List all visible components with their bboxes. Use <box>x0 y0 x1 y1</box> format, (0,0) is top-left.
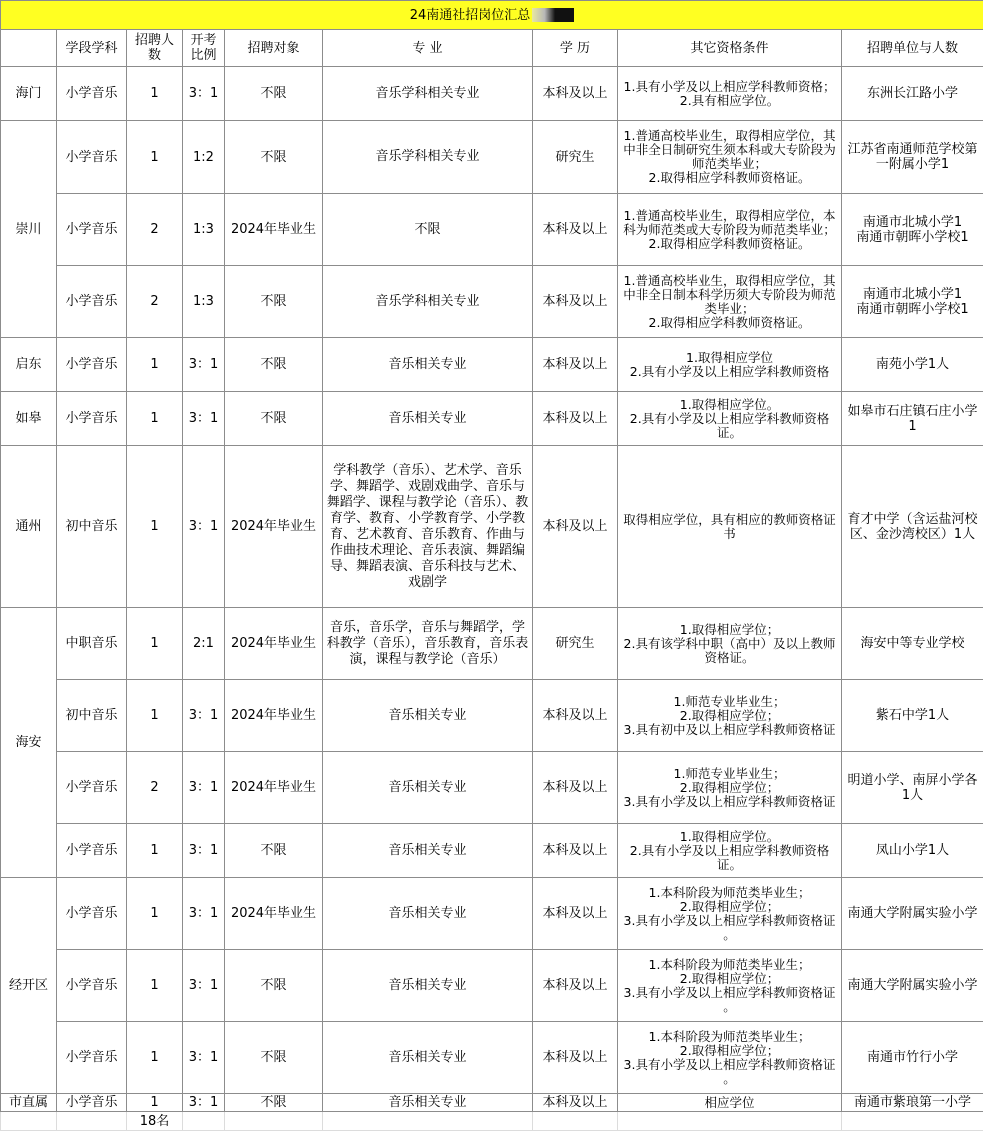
cell-major[interactable]: 音乐学科相关专业 <box>323 67 533 121</box>
cell-unit[interactable]: 南通市竹行小学 <box>842 1022 983 1094</box>
cell-unit[interactable]: 紫石中学1人 <box>842 680 983 752</box>
cell-unit[interactable]: 南通市北城小学1 南通市朝晖小学校1 <box>842 266 983 338</box>
cell-conditions[interactable]: 取得相应学位，具有相应的教师资格证书 <box>618 446 842 608</box>
table-row <box>1 338 983 392</box>
cell-ratio[interactable]: 3：1 <box>183 338 225 392</box>
cell-count[interactable]: 1 <box>127 680 183 752</box>
cell-count[interactable]: 1 <box>127 121 183 194</box>
cell-conditions[interactable]: 1.取得相应学位； 2.具有该学科中职（高中）及以上教师资格证。 <box>618 608 842 680</box>
cell-district[interactable]: 海门 <box>1 67 57 121</box>
table-row <box>1 392 983 446</box>
cell-major[interactable]: 音乐相关专业 <box>323 338 533 392</box>
table-row <box>1 67 983 121</box>
cell-count[interactable]: 1 <box>127 1022 183 1094</box>
cell-district[interactable]: 经开区 <box>1 878 57 1094</box>
empty-cell[interactable] <box>533 1112 618 1131</box>
cell-target[interactable]: 2024年毕业生 <box>225 680 323 752</box>
cell-count[interactable]: 2 <box>127 752 183 824</box>
cell-count[interactable]: 1 <box>127 392 183 446</box>
cell-conditions[interactable]: 1.取得相应学位。 2.具有小学及以上相应学科教师资格证。 <box>618 824 842 878</box>
cell-major[interactable]: 音乐学科相关专业 <box>323 121 533 194</box>
table-row <box>1 266 983 338</box>
cell-count[interactable]: 1 <box>127 1094 183 1112</box>
cell-unit[interactable]: 江苏省南通师范学校第一附属小学1 <box>842 121 983 194</box>
cell-ratio[interactable]: 3：1 <box>183 824 225 878</box>
cell-count[interactable]: 1 <box>127 67 183 121</box>
cell-target[interactable]: 不限 <box>225 950 323 1022</box>
table-row <box>1 1022 983 1094</box>
cell-conditions[interactable]: 相应学位 <box>618 1094 842 1112</box>
cell-district[interactable]: 通州 <box>1 446 57 608</box>
table-row <box>1 446 983 608</box>
cell-count[interactable]: 2 <box>127 266 183 338</box>
empty-cell[interactable] <box>842 1112 983 1131</box>
cell-major[interactable]: 音乐相关专业 <box>323 1022 533 1094</box>
cell-edu[interactable]: 本科及以上 <box>533 680 618 752</box>
cell-subject[interactable]: 小学音乐 <box>57 752 127 824</box>
cell-conditions[interactable]: 1.师范专业毕业生； 2.取得相应学位； 3.具有小学及以上相应学科教师资格证 <box>618 752 842 824</box>
cell-subject[interactable]: 小学音乐 <box>57 1022 127 1094</box>
cell-edu[interactable]: 本科及以上 <box>533 950 618 1022</box>
cell-major[interactable]: 音乐相关专业 <box>323 950 533 1022</box>
cell-ratio[interactable]: 3：1 <box>183 67 225 121</box>
cell-unit[interactable]: 南苑小学1人 <box>842 338 983 392</box>
empty-cell[interactable] <box>57 1112 127 1131</box>
cell-major[interactable]: 音乐相关专业 <box>323 680 533 752</box>
cell-unit[interactable]: 南通市北城小学1 南通市朝晖小学校1 <box>842 194 983 266</box>
cell-count[interactable]: 2 <box>127 194 183 266</box>
cell-conditions[interactable]: 1.普通高校毕业生，取得相应学位，本科为师范类或大专阶段为师范类毕业； 2.取得相应学科教师资格证。 <box>618 194 842 266</box>
cell-target[interactable]: 2024年毕业生 <box>225 446 323 608</box>
cell-count[interactable]: 1 <box>127 446 183 608</box>
cell-ratio[interactable]: 3：1 <box>183 680 225 752</box>
cell-ratio[interactable]: 3：1 <box>183 392 225 446</box>
empty-cell[interactable] <box>1 1112 57 1131</box>
header-unit[interactable]: 招聘单位与人数 <box>842 30 983 67</box>
cell-major[interactable]: 音乐相关专业 <box>323 752 533 824</box>
header-district[interactable] <box>1 30 57 67</box>
cell-ratio[interactable]: 3：1 <box>183 1022 225 1094</box>
cell-conditions[interactable]: 1.师范专业毕业生； 2.取得相应学位； 3.具有初中及以上相应学科教师资格证 <box>618 680 842 752</box>
cell-edu[interactable]: 研究生 <box>533 608 618 680</box>
cell-unit[interactable]: 育才中学（含运盐河校区、金沙湾校区）1人 <box>842 446 983 608</box>
cell-edu[interactable]: 本科及以上 <box>533 67 618 121</box>
cell-count[interactable]: 1 <box>127 824 183 878</box>
cell-ratio[interactable]: 1:2 <box>183 121 225 194</box>
cell-target[interactable]: 2024年毕业生 <box>225 194 323 266</box>
redacted-mark <box>532 8 574 22</box>
cell-target[interactable]: 不限 <box>225 392 323 446</box>
cell-conditions[interactable]: 1.取得相应学位 2.具有小学及以上相应学科教师资格 <box>618 338 842 392</box>
cell-target[interactable]: 不限 <box>225 824 323 878</box>
cell-subject[interactable]: 小学音乐 <box>57 392 127 446</box>
cell-count[interactable]: 1 <box>127 950 183 1022</box>
cell-subject[interactable]: 小学音乐 <box>57 266 127 338</box>
empty-cell[interactable] <box>323 1112 533 1131</box>
cell-target[interactable]: 不限 <box>225 1094 323 1112</box>
empty-cell[interactable] <box>225 1112 323 1131</box>
cell-target[interactable]: 2024年毕业生 <box>225 752 323 824</box>
cell-edu[interactable]: 本科及以上 <box>533 1022 618 1094</box>
cell-subject[interactable]: 小学音乐 <box>57 950 127 1022</box>
cell-conditions[interactable]: 1.取得相应学位。 2.具有小学及以上相应学科教师资格证。 <box>618 392 842 446</box>
cell-subject[interactable]: 小学音乐 <box>57 1094 127 1112</box>
cell-unit[interactable]: 南通大学附属实验小学 <box>842 950 983 1022</box>
table-row <box>1 194 983 266</box>
cell-major[interactable]: 音乐相关专业 <box>323 1094 533 1112</box>
header-target[interactable]: 招聘对象 <box>225 30 323 67</box>
cell-unit[interactable]: 如皋市石庄镇石庄小学1 <box>842 392 983 446</box>
cell-target[interactable]: 不限 <box>225 121 323 194</box>
cell-ratio[interactable]: 3：1 <box>183 446 225 608</box>
empty-cell[interactable] <box>618 1112 842 1131</box>
cell-ratio[interactable]: 1:3 <box>183 266 225 338</box>
cell-edu[interactable]: 本科及以上 <box>533 392 618 446</box>
cell-target[interactable]: 不限 <box>225 338 323 392</box>
cell-subject[interactable]: 小学音乐 <box>57 824 127 878</box>
total-count[interactable]: 18名 <box>127 1112 183 1131</box>
table-row <box>1 752 983 824</box>
cell-unit[interactable]: 东洲长江路小学 <box>842 67 983 121</box>
cell-district[interactable]: 崇川 <box>1 121 57 338</box>
header-subject[interactable]: 学段学科 <box>57 30 127 67</box>
cell-district[interactable]: 启东 <box>1 338 57 392</box>
cell-subject[interactable]: 小学音乐 <box>57 121 127 194</box>
cell-edu[interactable]: 研究生 <box>533 121 618 194</box>
cell-target[interactable]: 2024年毕业生 <box>225 608 323 680</box>
header-row <box>1 30 983 67</box>
cell-subject[interactable]: 小学音乐 <box>57 878 127 950</box>
table-title-cell[interactable] <box>1 1 983 30</box>
header-count[interactable]: 招聘人数 <box>127 30 183 67</box>
cell-subject[interactable]: 小学音乐 <box>57 194 127 266</box>
cell-conditions[interactable]: 1.本科阶段为师范类毕业生； 2.取得相应学位； 3.具有小学及以上相应学科教师资格证 。 <box>618 1022 842 1094</box>
cell-count[interactable]: 1 <box>127 338 183 392</box>
table-row <box>1 1094 983 1112</box>
cell-unit[interactable]: 南通大学附属实验小学 <box>842 878 983 950</box>
cell-edu[interactable]: 本科及以上 <box>533 824 618 878</box>
cell-count[interactable]: 1 <box>127 608 183 680</box>
cell-major[interactable]: 音乐学科相关专业 <box>323 266 533 338</box>
cell-unit[interactable]: 凤山小学1人 <box>842 824 983 878</box>
cell-ratio[interactable]: 2:1 <box>183 608 225 680</box>
cell-edu[interactable]: 本科及以上 <box>533 752 618 824</box>
cell-major[interactable]: 音乐相关专业 <box>323 824 533 878</box>
cell-ratio[interactable]: 3：1 <box>183 950 225 1022</box>
cell-subject[interactable]: 小学音乐 <box>57 67 127 121</box>
table-title: 24南通社招岗位汇总 <box>410 8 531 23</box>
cell-target[interactable]: 2024年毕业生 <box>225 878 323 950</box>
cell-ratio[interactable]: 1:3 <box>183 194 225 266</box>
cell-ratio[interactable]: 3：1 <box>183 752 225 824</box>
cell-district[interactable]: 市直属 <box>1 1094 57 1112</box>
total-row <box>1 1112 983 1131</box>
empty-cell[interactable] <box>183 1112 225 1131</box>
table-row <box>1 608 983 680</box>
cell-target[interactable]: 不限 <box>225 1022 323 1094</box>
cell-conditions[interactable]: 1.具有小学及以上相应学科教师资格； 2.具有相应学位。 <box>618 67 842 121</box>
cell-unit[interactable]: 海安中等专业学校 <box>842 608 983 680</box>
cell-district[interactable]: 海安 <box>1 608 57 878</box>
cell-subject[interactable]: 小学音乐 <box>57 338 127 392</box>
header-conditions[interactable]: 其它资格条件 <box>618 30 842 67</box>
cell-conditions[interactable]: 1.本科阶段为师范类毕业生； 2.取得相应学位； 3.具有小学及以上相应学科教师资格证 。 <box>618 878 842 950</box>
cell-ratio[interactable]: 3：1 <box>183 878 225 950</box>
title-row <box>1 1 983 30</box>
cell-edu[interactable]: 本科及以上 <box>533 266 618 338</box>
cell-edu[interactable]: 本科及以上 <box>533 1094 618 1112</box>
cell-conditions[interactable]: 1.本科阶段为师范类毕业生； 2.取得相应学位； 3.具有小学及以上相应学科教师资格证 。 <box>618 950 842 1022</box>
cell-conditions[interactable]: 1.普通高校毕业生，取得相应学位，其中非全日制本科学历须大专阶段为师范类毕业； 2.取得相应学科教师资格证。 <box>618 266 842 338</box>
table-row <box>1 950 983 1022</box>
cell-edu[interactable]: 本科及以上 <box>533 446 618 608</box>
cell-edu[interactable]: 本科及以上 <box>533 194 618 266</box>
cell-target[interactable]: 不限 <box>225 266 323 338</box>
cell-major[interactable]: 学科教学（音乐）、艺术学、音乐学、舞蹈学、戏剧戏曲学、音乐与舞蹈学、课程与教学论（音乐）、教育学、教育、小学教育学、小学教育、艺术教育、音乐教育、作曲与作曲技术理论、音乐表演、舞蹈编导、舞蹈表演、音乐科技与艺术、戏剧学 <box>323 446 533 608</box>
cell-unit[interactable]: 明道小学、南屏小学各1人 <box>842 752 983 824</box>
table-row <box>1 680 983 752</box>
cell-major[interactable]: 音乐相关专业 <box>323 392 533 446</box>
cell-edu[interactable]: 本科及以上 <box>533 338 618 392</box>
cell-edu[interactable]: 本科及以上 <box>533 878 618 950</box>
cell-major[interactable]: 不限 <box>323 194 533 266</box>
cell-target[interactable]: 不限 <box>225 67 323 121</box>
table-row <box>1 878 983 950</box>
cell-subject[interactable]: 初中音乐 <box>57 446 127 608</box>
cell-subject[interactable]: 初中音乐 <box>57 680 127 752</box>
cell-count[interactable]: 1 <box>127 878 183 950</box>
cell-conditions[interactable]: 1.普通高校毕业生，取得相应学位，其中非全日制研究生须本科或大专阶段为师范类毕业； 2.取得相应学科教师资格证。 <box>618 121 842 194</box>
cell-district[interactable]: 如皋 <box>1 392 57 446</box>
header-edu[interactable]: 学 历 <box>533 30 618 67</box>
cell-unit[interactable]: 南通市紫琅第一小学 <box>842 1094 983 1112</box>
cell-major[interactable]: 音乐，音乐学，音乐与舞蹈学，学科教学（音乐），音乐教育，音乐表演，课程与教学论（音乐） <box>323 608 533 680</box>
header-major[interactable]: 专 业 <box>323 30 533 67</box>
cell-ratio[interactable]: 3：1 <box>183 1094 225 1112</box>
table-row <box>1 824 983 878</box>
header-ratio[interactable]: 开考比例 <box>183 30 225 67</box>
cell-subject[interactable]: 中职音乐 <box>57 608 127 680</box>
table-row <box>1 121 983 194</box>
cell-major[interactable]: 音乐相关专业 <box>323 878 533 950</box>
